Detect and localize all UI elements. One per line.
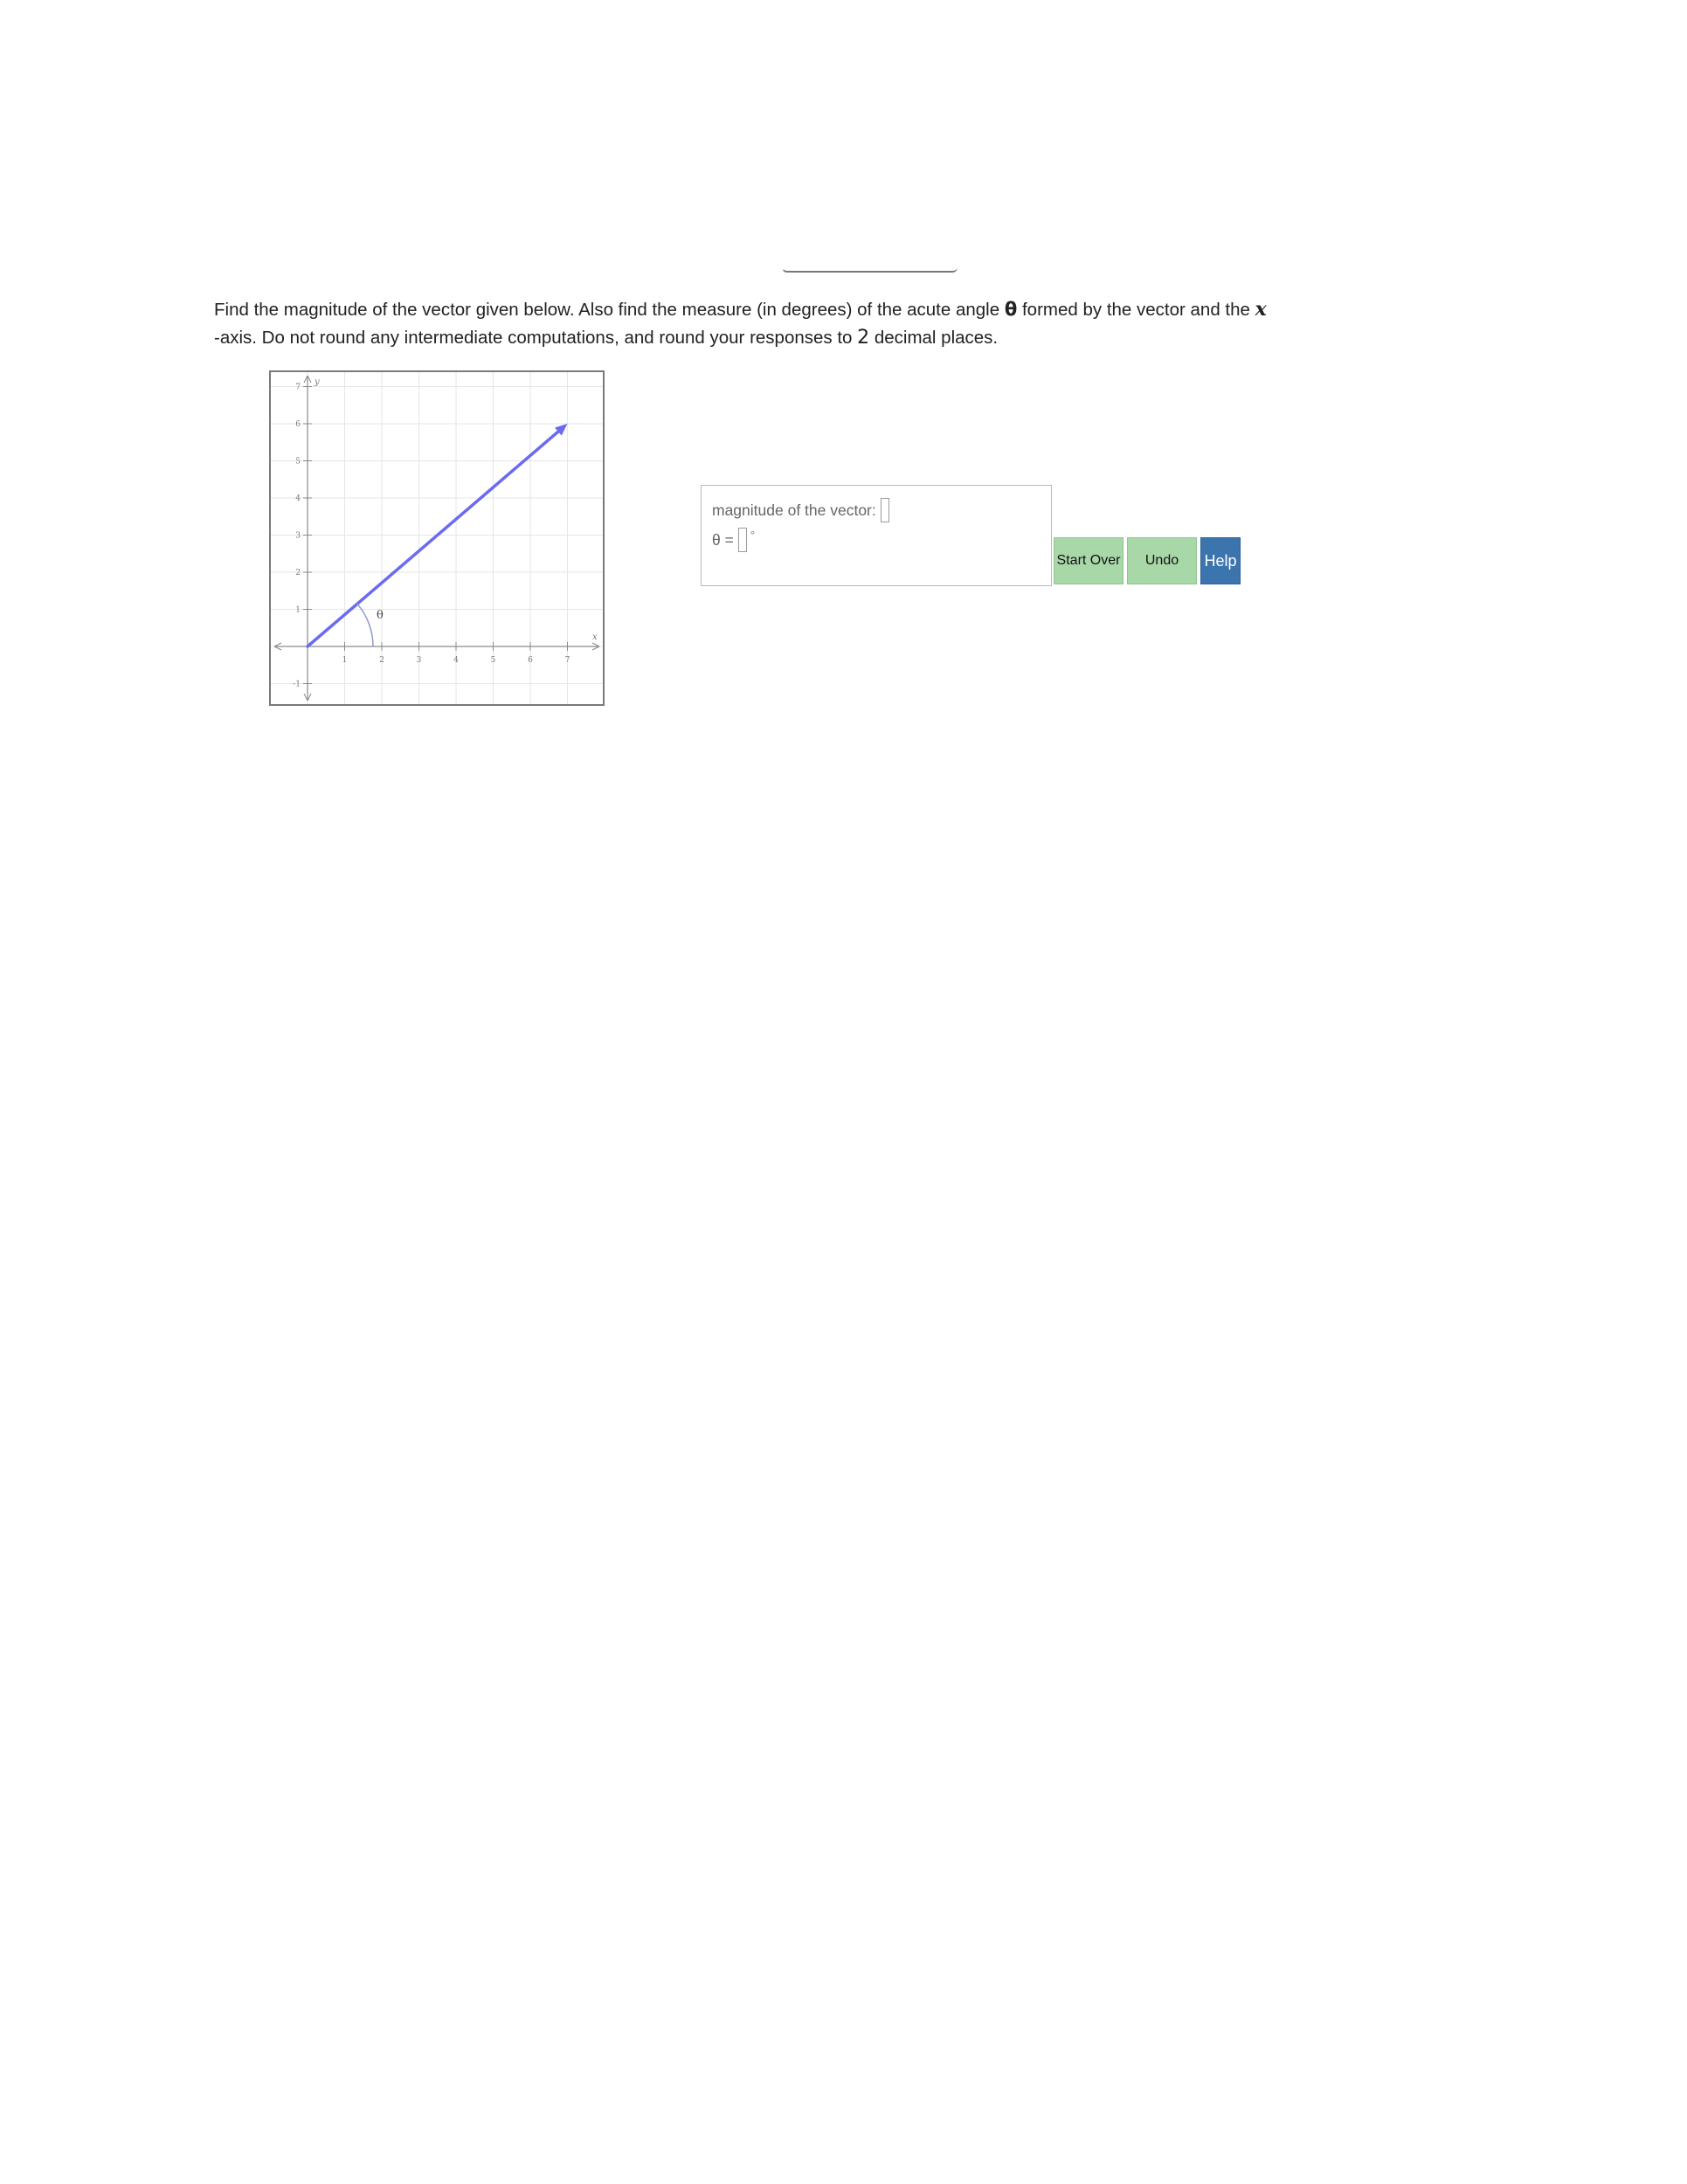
question-text xyxy=(214,295,1350,352)
y-tick-label: 1 xyxy=(295,605,301,615)
graph-canvas xyxy=(271,372,603,704)
x-symbol: x xyxy=(1255,298,1267,321)
angle-theta-label: θ xyxy=(376,609,384,623)
y-tick-label: -1 xyxy=(293,680,301,689)
degree-symbol: ° xyxy=(750,528,756,542)
theta-row xyxy=(712,528,755,552)
top-divider-line xyxy=(782,262,958,273)
y-tick-label: 5 xyxy=(295,457,301,467)
magnitude-input[interactable] xyxy=(881,498,889,522)
x-tick-label: 2 xyxy=(379,656,384,665)
question-part1: Find the magnitude of the vector given below. Also find the measure (in degrees) of the acute angle xyxy=(214,300,1005,320)
x-tick-label: 7 xyxy=(564,656,570,665)
vector-line xyxy=(308,432,558,646)
x-tick-label: 6 xyxy=(528,656,533,665)
question-part2: formed by the vector and the xyxy=(1017,300,1255,320)
question-part4: decimal places. xyxy=(869,328,999,348)
x-tick-label: 3 xyxy=(416,656,422,665)
y-tick-label: 6 xyxy=(295,420,301,429)
answer-panel xyxy=(701,485,1052,586)
theta-label: θ = xyxy=(712,530,734,549)
magnitude-row xyxy=(712,498,889,522)
decimal-count: 2 xyxy=(857,327,870,349)
theta-symbol: θ xyxy=(1004,299,1018,320)
help-button[interactable]: Help xyxy=(1200,537,1241,584)
x-tick-label: 1 xyxy=(342,656,348,665)
x-axis-label: x xyxy=(592,632,598,642)
y-tick-label: 7 xyxy=(295,383,301,392)
y-tick-label: 4 xyxy=(295,494,301,503)
x-tick-label: 4 xyxy=(453,656,459,665)
x-tick-label: 5 xyxy=(490,656,496,665)
theta-input[interactable] xyxy=(738,528,747,552)
y-axis-label: y xyxy=(315,377,320,387)
magnitude-label: magnitude of the vector: xyxy=(712,501,876,519)
angle-arc xyxy=(357,604,373,646)
y-tick-label: 3 xyxy=(295,531,301,541)
question-part3: -axis. Do not round any intermediate computations, and round your responses to xyxy=(214,328,858,348)
y-tick-label: 2 xyxy=(295,569,301,577)
start-over-button[interactable]: Start Over xyxy=(1054,537,1124,584)
vector-graph xyxy=(269,370,605,706)
undo-button[interactable]: Undo xyxy=(1127,537,1197,584)
